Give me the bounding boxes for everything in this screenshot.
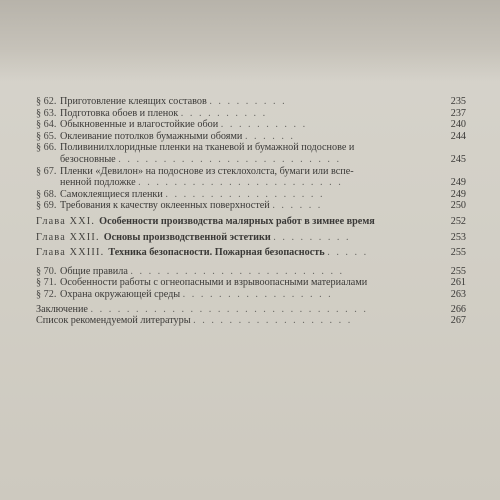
- toc-entry-67-continued: [36, 177, 466, 189]
- leader-dots: . . . . . . . . . . . . . . . . . . . . . . . .: [130, 265, 345, 277]
- entry-title-continued: безосновные: [60, 153, 116, 165]
- entry-title: Подготовка обоев и пленок: [60, 107, 179, 119]
- entry-number: § 63.: [36, 107, 57, 119]
- chapter-page: 255: [450, 247, 466, 259]
- leader-dots: . . . . . . . . . . . . . . . . . . . . . . . . . . . . . . .: [90, 303, 368, 315]
- toc-entry-63: [36, 108, 466, 120]
- entry-page: 240: [450, 119, 466, 131]
- entry-number: § 66.: [36, 142, 57, 154]
- leader-dots: . . . . . . . . . . . . . . . . . .: [193, 315, 353, 327]
- leader-dots: . . . . . . . . . .: [220, 119, 308, 131]
- leader-dots: . . . . . . . . . . . . . . . . . . . . . . . . .: [118, 153, 342, 165]
- entry-title: Обыкновенные и влагостойкие обои: [60, 119, 219, 131]
- leader-dots: . . . . . . . . .: [209, 96, 287, 107]
- toc-chapter-23: [36, 247, 466, 259]
- toc-entry-65: [36, 131, 466, 143]
- chapter-page: 253: [450, 231, 466, 243]
- entry-title: Список рекомендуемой литературы: [36, 315, 191, 327]
- entry-page: 250: [450, 200, 466, 212]
- entry-number: § 67.: [36, 165, 57, 177]
- toc-entry-71: [36, 277, 466, 289]
- chapter-title: Особенности производства малярных работ в зимнее время: [99, 215, 375, 227]
- entry-page: 235: [450, 96, 466, 107]
- entry-title: Заключение: [36, 303, 88, 315]
- entry-title: Требования к качеству оклеенных поверхностей: [60, 200, 270, 212]
- entry-number: § 62.: [36, 96, 57, 107]
- entry-title-continued: ненной подложке: [60, 177, 136, 189]
- entry-page: 266: [450, 303, 466, 315]
- chapter-label: Глава XXI.: [36, 215, 96, 227]
- entry-page: 263: [450, 288, 466, 300]
- entry-title: Охрана окружающей среды: [60, 288, 181, 300]
- leader-dots: . . . . . .: [244, 130, 295, 142]
- entry-page: 249: [450, 188, 466, 200]
- chapter-title: Техника безопасности. Пожарная безопасность: [108, 247, 325, 259]
- entry-title: Оклеивание потолков бумажными обоями: [60, 130, 243, 142]
- toc-references: [36, 315, 466, 327]
- chapter-page: 252: [450, 215, 466, 227]
- entry-page: 244: [450, 130, 466, 142]
- entry-number: § 71.: [36, 277, 57, 289]
- chapter-label: Глава XXIII.: [36, 247, 105, 259]
- entry-number: § 65.: [36, 130, 57, 142]
- entry-title: Пленки «Девилон» на подоснове из стеклохолста, бумаги или вспе-: [60, 165, 354, 177]
- leader-dots: . . . . . . . . . .: [180, 107, 268, 119]
- entry-number: § 68.: [36, 188, 57, 200]
- leader-dots: . . . . . . . . . . . . . . . . .: [182, 288, 333, 300]
- toc-entry-64: [36, 119, 466, 131]
- entry-title: Общие правила: [60, 265, 128, 277]
- entry-page: 267: [450, 315, 466, 327]
- toc-entry-67: [36, 166, 466, 178]
- leader-dots: . . . . .: [327, 247, 369, 259]
- table-of-contents: [36, 96, 466, 327]
- entry-number: § 70.: [36, 265, 57, 277]
- entry-number: § 69.: [36, 200, 57, 212]
- leader-dots: . . . . . . . . .: [273, 231, 351, 243]
- chapter-title: Основы производственной эстетики: [103, 231, 271, 243]
- entry-number: § 72.: [36, 288, 57, 300]
- entry-page: 245: [450, 153, 466, 165]
- toc-entry-66-continued: [36, 154, 466, 166]
- toc-conclusion: [36, 304, 466, 316]
- chapter-label: Глава XXII.: [36, 231, 100, 243]
- toc-chapter-22: [36, 232, 466, 244]
- leader-dots: . . . . . . . . . . . . . . . . . . . . . . .: [138, 177, 343, 189]
- entry-page: 237: [450, 107, 466, 119]
- entry-page: 255: [450, 265, 466, 277]
- toc-entry-72: [36, 289, 466, 301]
- toc-entry-62: [36, 96, 466, 108]
- entry-title: Приготовление клеящих составов: [60, 96, 207, 107]
- toc-chapter-21: [36, 216, 466, 228]
- toc-entry-66: [36, 142, 466, 154]
- leader-dots: . . . . . . . . . . . . . . . . . .: [165, 188, 325, 200]
- toc-entry-68: [36, 189, 466, 201]
- page-top-shadow: [0, 0, 500, 82]
- entry-page: 249: [450, 177, 466, 189]
- leader-dots: . . . . . .: [272, 200, 323, 212]
- toc-entry-69: [36, 200, 466, 212]
- entry-number: § 64.: [36, 119, 57, 131]
- entry-title: Поливинилхлоридные пленки на тканевой и бумажной подоснове и: [60, 142, 355, 154]
- entry-page: 261: [450, 277, 466, 289]
- entry-title: Самоклеящиеся пленки: [60, 188, 163, 200]
- entry-title: Особенности работы с огнеопасными и взрывоопасными материалами: [60, 277, 368, 289]
- toc-entry-70: [36, 266, 466, 278]
